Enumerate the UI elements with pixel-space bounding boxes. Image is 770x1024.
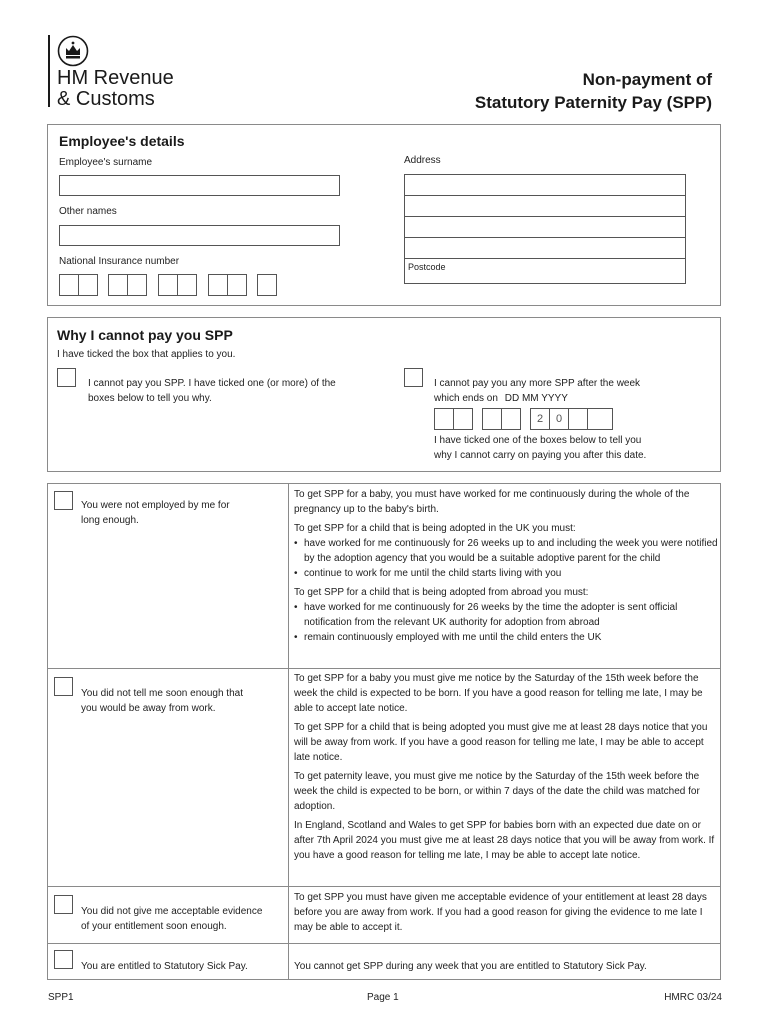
reason-late-notice-label (81, 686, 243, 716)
date-format-hint: DD MM YYYY (504, 393, 568, 404)
reason2-label-line1: You did not tell me soon enough that (81, 688, 243, 699)
date-year-box-2[interactable]: 0 (549, 408, 569, 430)
nino-label: National Insurance number (59, 256, 180, 267)
reason2-para4: In England, Scotland and Wales to get SPP for babies born with an expected due date on or after 7th April 2024 you must give me at least 28 days notice that you will be away from work. If you have a good reason for telling me late, I may be able to accept late notice. (294, 820, 715, 861)
date-year-box-4[interactable] (587, 408, 613, 430)
address-line-4[interactable] (404, 237, 686, 258)
which-ends-on-label: which ends on (434, 393, 498, 404)
nino-box-9[interactable] (257, 274, 277, 296)
nino-box-6[interactable] (177, 274, 197, 296)
reason3-label-line2: of your entitlement soon enough. (81, 921, 227, 932)
reason3-label-line1: You did not give me acceptable evidence (81, 906, 263, 917)
org-name-line1: HM Revenue (57, 67, 174, 89)
reason2-label-line2: you would be away from work. (81, 703, 216, 714)
surname-input[interactable] (59, 175, 340, 196)
title-line1: Non-payment of (582, 70, 712, 89)
option2-line2 (434, 391, 568, 406)
page-title (475, 68, 712, 114)
reason1-para1: To get SPP for a baby, you must have worked for me continuously during the whole of the pregnancy up to the baby's birth. (294, 489, 690, 515)
reason1-para2: To get SPP for a child that is being adopted in the UK you must: (294, 523, 576, 534)
reason-ssp-label: You are entitled to Statutory Sick Pay. (81, 961, 248, 972)
reason1-bullet4: • remain continuously employed with me until the child enters the UK (294, 630, 719, 645)
postcode-input[interactable] (404, 258, 686, 284)
nino-box-5[interactable] (158, 274, 178, 296)
postcode-label: Postcode (408, 262, 446, 272)
nino-box-7[interactable] (208, 274, 228, 296)
reason-divider-1 (47, 668, 721, 669)
reason1-uk-adoption-list (294, 536, 719, 581)
date-day-box-2[interactable] (453, 408, 473, 430)
date-year-box-1[interactable]: 2 (530, 408, 550, 430)
reason-late-notice-checkbox[interactable] (54, 677, 73, 696)
date-month-box-1[interactable] (482, 408, 502, 430)
reason-ssp-details (294, 959, 719, 978)
reason1-bullet2: • continue to work for me until the child starts living with you (294, 566, 719, 581)
reason1-bullet3: • have worked for me continuously for 26 weeks by the time the adopter is sent official notification from the relevant UK authority for adoption from abroad (294, 600, 719, 630)
reason1-bullet1: • have worked for me continuously for 26 weeks up to and including the week you were notified by the adoption agency that you would be a suitable adoptive parent for the child (294, 536, 719, 566)
option2-followup (434, 433, 646, 463)
reason2-para1: To get SPP for a baby you must give me notice by the Saturday of the 15th week before the week the child is expected to be born. If you have a good reason for telling me late, I may be able to accept late notice. (294, 673, 703, 714)
why-heading: Why I cannot pay you SPP (57, 327, 233, 343)
reason-late-evidence-label (81, 904, 262, 934)
royal-crest-icon (57, 35, 89, 67)
reason-not-employed-details (294, 487, 719, 649)
org-name-line2: & Customs (57, 88, 155, 110)
other-names-label: Other names (59, 206, 117, 217)
reason-not-employed-label (81, 498, 230, 528)
date-day-box-1[interactable] (434, 408, 454, 430)
form-code: SPP1 (48, 992, 74, 1003)
reason-ssp-checkbox[interactable] (54, 950, 73, 969)
nino-box-2[interactable] (78, 274, 98, 296)
reasons-column-divider (288, 483, 289, 980)
option2-line4: why I cannot carry on paying you after this date. (434, 450, 647, 461)
option-cannot-pay-text (88, 376, 336, 406)
surname-label: Employee's surname (59, 157, 153, 168)
option1-line1: I cannot pay you SPP. I have ticked one (or more) of the (88, 378, 336, 389)
logo-divider (48, 35, 50, 107)
reason-divider-2 (47, 886, 721, 887)
title-line2: Statutory Paternity Pay (SPP) (474, 93, 712, 112)
nino-box-3[interactable] (108, 274, 128, 296)
other-names-input[interactable] (59, 225, 340, 246)
reason-divider-3 (47, 943, 721, 944)
address-label: Address (404, 155, 441, 166)
reason4-para1: You cannot get SPP during any week that you are entitled to Statutory Sick Pay. (294, 961, 647, 972)
reason3-para1: To get SPP you must have given me acceptable evidence of your entitlement at least 28 days before you are away from work. If you had a good reason for giving the evidence to me late I may be able to accept it. (294, 892, 707, 933)
reason1-label-line2: long enough. (81, 515, 139, 526)
reason2-para3: To get paternity leave, you must give me notice by the Saturday of the 15th week before the week the child is expected to be born, or within 7 days of the date the child was matched for adoption. (294, 771, 700, 812)
address-line-2[interactable] (404, 195, 686, 216)
employee-details-heading: Employee's details (59, 133, 185, 149)
option-cannot-pay-checkbox[interactable] (57, 368, 76, 387)
date-year-box-3[interactable] (568, 408, 588, 430)
address-line-3[interactable] (404, 216, 686, 237)
nino-box-1[interactable] (59, 274, 79, 296)
nino-box-4[interactable] (127, 274, 147, 296)
page-number: Page 1 (367, 992, 399, 1003)
reason1-abroad-adoption-list (294, 600, 719, 645)
reason-late-evidence-checkbox[interactable] (54, 895, 73, 914)
option1-line2: boxes below to tell you why. (88, 393, 212, 404)
nino-box-8[interactable] (227, 274, 247, 296)
option2-line1: I cannot pay you any more SPP after the week (434, 378, 641, 389)
date-month-box-2[interactable] (501, 408, 521, 430)
option2-line3: I have ticked one of the boxes below to tell you (434, 435, 642, 446)
reason1-label-line1: You were not employed by me for (81, 500, 230, 511)
why-intro: I have ticked the box that applies to you. (57, 349, 236, 360)
form-version: HMRC 03/24 (664, 992, 722, 1003)
reason2-para2: To get SPP for a child that is being adopted you must give me at least 28 days notice that you will be away from work. If you have a good reason for telling me late, I may be able to accept late notice. (294, 722, 708, 763)
reason-late-evidence-details (294, 890, 719, 939)
reason-late-notice-details (294, 671, 719, 867)
reason-not-employed-checkbox[interactable] (54, 491, 73, 510)
reason1-para3: To get SPP for a child that is being adopted from abroad you must: (294, 587, 589, 598)
address-line-1[interactable] (404, 174, 686, 195)
option-no-more-pay-checkbox[interactable] (404, 368, 423, 387)
